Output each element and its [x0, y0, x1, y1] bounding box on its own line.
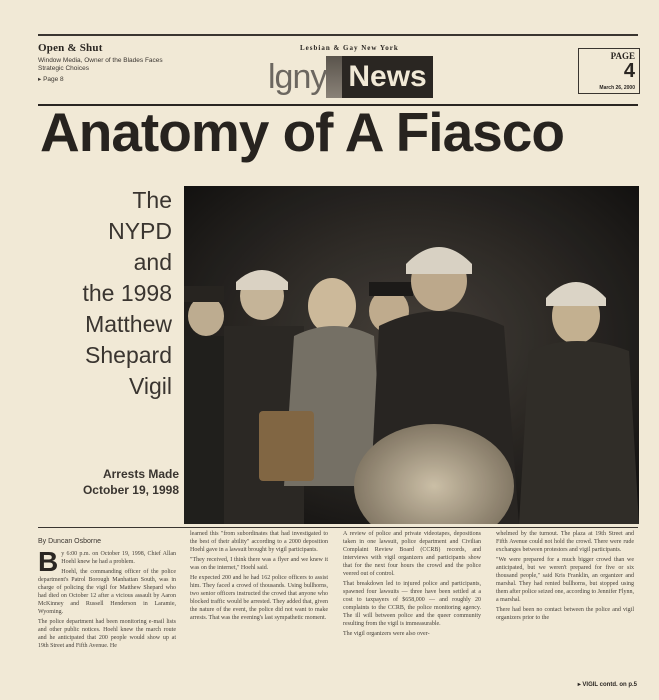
- top-rule: [38, 34, 638, 36]
- section-page-ref: ▸ Page 8: [38, 76, 64, 83]
- article-paragraph: The vigil organizers were also over-: [343, 631, 430, 637]
- article-paragraph: A review of police and private videotapes, depositions taken in one lawsuit, police department and Civilian Complaint Review Board (CCRB) records, and interviews with vigil organizers and participants show that for the next four hours the crowd and the police veered out of control.: [343, 531, 481, 577]
- section-teaser-box: [38, 42, 188, 84]
- headline: Anatomy of A Fiasco: [40, 101, 564, 163]
- subhead-line: NYPD: [108, 218, 172, 244]
- page-number: 4: [623, 60, 635, 82]
- byline: By Duncan Osborne: [38, 538, 102, 545]
- news-photo: [184, 186, 639, 524]
- subhead-line: Shepard: [85, 342, 172, 368]
- logo-lgny-text: lgny: [268, 57, 327, 96]
- subhead: [82, 185, 172, 402]
- article-column-3: [343, 530, 481, 640]
- news-photo-image: [184, 186, 639, 524]
- subhead-line: The: [132, 187, 172, 213]
- photo-caption-line: Arrests Made: [102, 467, 179, 481]
- photo-caption-line: October 19, 1998: [82, 483, 179, 497]
- subhead-line: and: [133, 249, 172, 275]
- article-column-2: [190, 530, 328, 624]
- page-label: PAGE: [610, 51, 635, 61]
- section-teaser: Window Media, Owner of the Blades Faces Strategic Choices: [38, 57, 163, 72]
- article-paragraph: y 6:00 p.m. on October 19, 1998, Chief Allan Hoehl knew he had a problem.: [61, 551, 176, 565]
- article-column-4: [496, 530, 634, 624]
- page-date: March 26, 2000: [599, 85, 635, 91]
- page-number-box: [578, 48, 640, 94]
- article-paragraph: "They received, I think there was a flyer and we knew it was on the internet," Hoehl said.: [190, 557, 328, 571]
- article-paragraph: whelmed by the turnout. The plaza at 19th Street and Fifth Avenue could not hold the crowd. There were rude exchanges between protestors and vigil participants.: [496, 531, 634, 553]
- article-paragraph: He expected 200 and he had 162 police officers to assist him. They faced a crowd of thousands. Using bullhorns, two senior officers instructed the crowd that anyone who blocked traffic would be arrested. They added that, given the nature of the event, the police did not want to make arrests. That was the evening's last sympathetic moment.: [190, 575, 328, 621]
- drop-cap: B: [38, 546, 59, 577]
- article-paragraph: That breakdown led to injured police and participants, spawned four lawsuits — three have been settled at a cost to taxpayers of $658,000 — and roughly 20 complaints to the CCRB, the police monitoring agency. The ill will between police and the queer community resulting from the vigil is immeasurable.: [343, 581, 481, 627]
- section-kicker: Open & Shut: [38, 42, 103, 54]
- article-paragraph: learned this "from subordinates that had investigated to the best of their ability" according to a 2000 deposition Hoehl gave in a lawsuit brought by vigil participants.: [190, 531, 328, 553]
- photo-caption: [83, 466, 179, 498]
- continued-jump: ▸ VIGIL contd. on p.5: [577, 682, 637, 688]
- subhead-line: Matthew: [85, 311, 172, 337]
- subhead-line: Vigil: [128, 373, 172, 399]
- article-paragraph: Hoehl, the commanding officer of the police department's Patrol Borough Manhattan South, was in charge of policing the vigil for Matthew Shepard who had died on October 12 after a vicious assault by Aaron McKinney and Russell Henderson in Laramie, Wyoming.: [38, 569, 176, 615]
- article-paragraph: There had been no contact between the police and vigil organizers prior to the: [496, 607, 634, 621]
- article-column-1: [38, 546, 176, 652]
- body-rule: [38, 527, 638, 528]
- statue-of-liberty-icon: [326, 56, 342, 98]
- subhead-line: the 1998: [82, 280, 172, 306]
- article-paragraph: "We were prepared for a much bigger crowd than we anticipated, but we weren't prepared for five or six thousand people," said Kris Franklin, an organizer and marshal. They had rented bullhorns, but stopped using them after police seized one, according to Jennifer Flynn, a marshal.: [496, 557, 634, 603]
- masthead-overline: Lesbian & Gay New York: [300, 44, 399, 52]
- logo-news-text: News: [342, 56, 432, 98]
- article-paragraph: The police department had been monitoring e-mail lists and other public notices. Hoehl knew the march route and he anticipated that 200 people would show up at 19th Street and Fifth Avenue. He: [38, 619, 176, 649]
- publication-logo: [268, 56, 433, 98]
